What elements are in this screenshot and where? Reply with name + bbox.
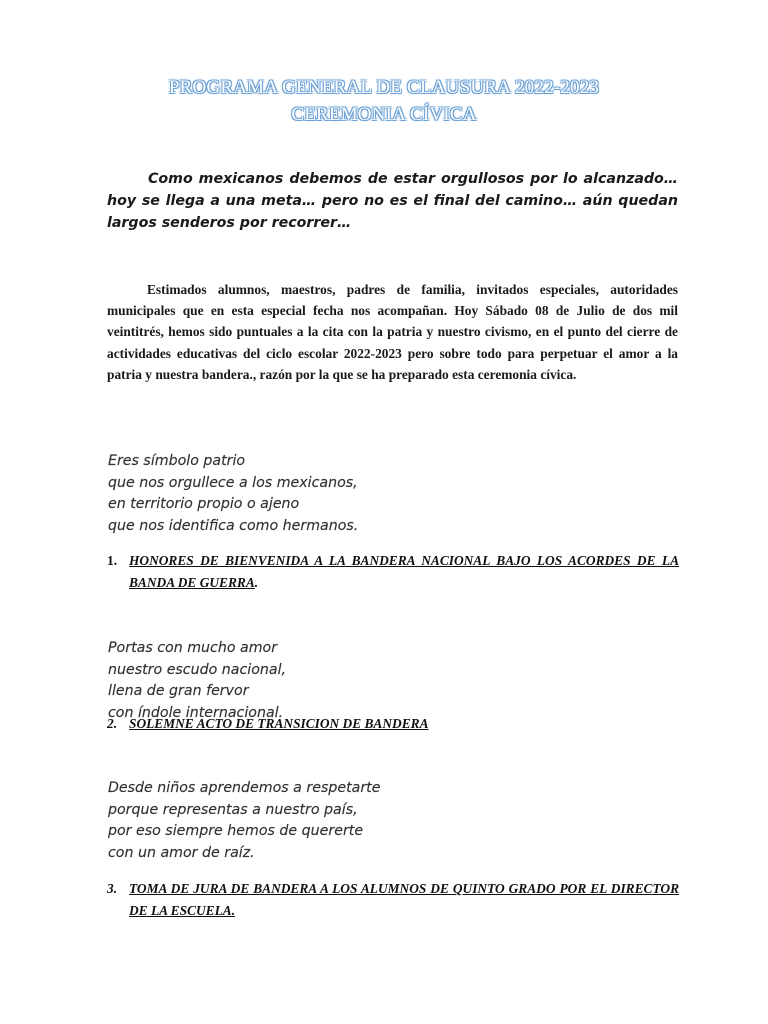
verse-line: por eso siempre hemos de quererte xyxy=(108,823,364,839)
item-text: TOMA DE JURA DE BANDERA A LOS ALUMNOS DE QUINTO GRADO POR EL DIRECTOR DE LA ESCUELA. xyxy=(129,881,679,918)
item-text: HONORES DE BIENVENIDA A LA BANDERA NACIONAL BAJO LOS ACORDES DE LA BANDA DE GUERRA xyxy=(129,553,679,590)
item-text-wrapper xyxy=(129,878,679,922)
verse-line: que nos identifica como hermanos. xyxy=(108,517,359,534)
verse-line: llena de gran fervor xyxy=(108,683,249,699)
intro-quote: Como mexicanos debemos de estar orgullosos por lo alcanzado… hoy se llega a una meta… pero no es el final del camino… aún quedan largos senderos por recorrer… xyxy=(107,171,678,231)
document-title-line-1: PROGRAMA GENERAL DE CLAUSURA 2022-2023 xyxy=(168,77,600,98)
verse-line: Desde niños aprendemos a respetarte xyxy=(108,780,381,796)
program-item-1 xyxy=(107,550,679,594)
verse-1 xyxy=(108,451,668,537)
verse-3 xyxy=(108,778,668,864)
item-text-wrapper xyxy=(129,550,679,594)
welcome-paragraph: Estimados alumnos, maestros, padres de familia, invitados especiales, autoridades municipales que en esta especial fecha nos acompañan. Hoy Sábado 08 de Julio de dos mil veintitrés, hemos sido puntuales a la cita con la patria y nuestro civismo, en el punto del cierre de actividades educativas del ciclo escolar 2022-2023 pero sobre todo para perpetuar el amor a la patria y nuestra bandera., razón por la que se ha preparado esta ceremonia cívica. xyxy=(107,282,678,382)
verse-2 xyxy=(108,638,668,724)
item-number: 1. xyxy=(107,553,118,568)
item-number: 2. xyxy=(107,716,118,731)
verse-line: porque representas a nuestro país, xyxy=(108,801,358,818)
verse-line: Eres símbolo patrio xyxy=(108,453,246,469)
verse-line: con índole internacional. xyxy=(108,704,284,721)
item-suffix: . xyxy=(254,575,259,590)
verse-line: Portas con mucho amor xyxy=(108,640,278,656)
program-item-2 xyxy=(107,713,679,735)
verse-line: con un amor de raíz. xyxy=(108,844,255,861)
item-text-wrapper xyxy=(129,713,679,735)
item-text: SOLEMNE ACTO DE TRANSICION DE BANDERA xyxy=(129,716,429,731)
item-number: 3. xyxy=(107,881,118,896)
verse-line: nuestro escudo nacional, xyxy=(108,661,287,678)
document-title-line-2: CEREMONIA CÍVICA xyxy=(291,104,477,125)
verse-line: que nos orgullece a los mexicanos, xyxy=(108,474,358,491)
verse-line: en territorio propio o ajeno xyxy=(108,496,300,512)
program-item-3 xyxy=(107,878,679,922)
